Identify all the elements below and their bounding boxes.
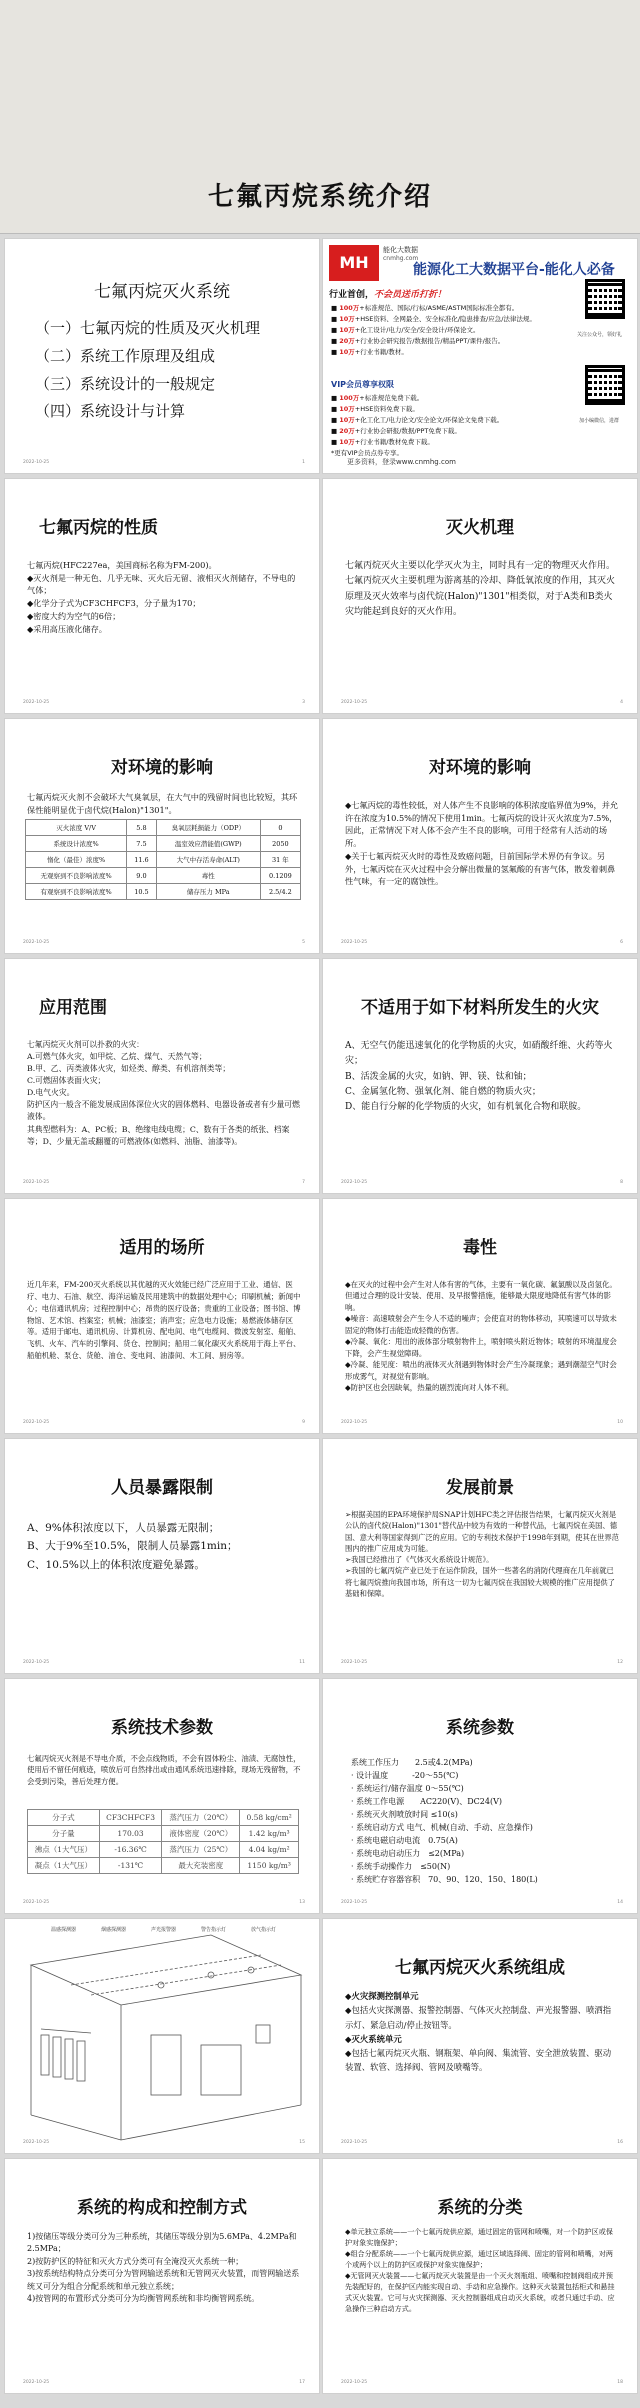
list-item: ■ 10万+化工化工/电力论文/安全论文/环保论文免费下载。 bbox=[331, 416, 504, 425]
slide-number: 3 bbox=[302, 700, 305, 705]
slide-number: 14 bbox=[617, 1900, 623, 1905]
body-line: ◆在灭火的过程中会产生对人体有害的气体，主要有一氧化碳、氟氯酸以及卤氢化。但通过合理的设计安装、使用、及早报警措施，能够最大限度地降低有害气体的影响。 bbox=[345, 1280, 617, 1312]
slide-date: 2022-10-25 bbox=[341, 2380, 368, 2385]
diagram-label: 温感探测器 bbox=[51, 1927, 77, 1933]
table-row bbox=[28, 1810, 299, 1826]
body-line: 3)按系统结构特点分类可分为管网输送系统和无管网灭火装置，而管网输送系统又可分为组合分配系统和单元独立系统； bbox=[27, 2269, 300, 2291]
slide-date: 2022-10-25 bbox=[23, 1660, 50, 1665]
slide-tech-params bbox=[4, 1678, 320, 1914]
body-line: C、金属氢化物、强氧化剂、能自燃的物质火灾； bbox=[345, 1086, 541, 1097]
body-line: ◆化学分子式为CF3CHFCF3，分子量为170； bbox=[27, 598, 201, 609]
slide-toxicity bbox=[322, 1198, 638, 1434]
param-list bbox=[351, 1757, 538, 1887]
param-line: · 设计温度 -20～55(℃) bbox=[351, 1770, 459, 1780]
slide-title: 七氟丙烷的性质 bbox=[39, 518, 158, 538]
toc-list bbox=[35, 315, 260, 426]
body-line: ◆冷凝、氧化：甩出的液体部分喷射物件上，喷射喷头附近物体；喷射的环境温度会下降，会产生视觉障碍。 bbox=[345, 1337, 617, 1358]
table-cell: 分子量 bbox=[28, 1826, 100, 1842]
ad-text: +行业书籍/教材免费下载。 bbox=[354, 438, 434, 447]
slide-system-params bbox=[322, 1678, 638, 1914]
slide-number: 17 bbox=[299, 2380, 305, 2385]
slide-body bbox=[345, 1989, 619, 2075]
slide-body bbox=[345, 2227, 619, 2315]
slide-body bbox=[345, 799, 619, 888]
table-cell: 9.0 bbox=[127, 868, 157, 884]
ad-hl: 10万 bbox=[339, 315, 355, 324]
slide-date: 2022-10-25 bbox=[341, 1420, 368, 1425]
slide-system-diagram bbox=[4, 1918, 320, 2154]
table-cell: 1150 kg/m³ bbox=[240, 1858, 299, 1874]
slide-number: 9 bbox=[302, 1420, 305, 1425]
body-line: ◆关于七氟丙烷灭火时的毒性及致癌问题，目前国际学术界仍有争议。另外，七氟丙烷在灭火过程中会分解出微量的氢氟酸的有害气体，散发着刺鼻性气味，有一定的腐蚀性。 bbox=[345, 850, 616, 887]
slide-not-applicable bbox=[322, 958, 638, 1194]
slide-number: 11 bbox=[299, 1660, 305, 1665]
table-cell: 0.1209 bbox=[260, 868, 300, 884]
ad-text: +行业书籍/教材。 bbox=[354, 348, 408, 357]
body-line: ◆无管网灭火装置——七氟丙烷灭火装置是由一个灭火剂瓶组、喷嘴和控制阀组成并预先装配好的，在保护区内能实现自动、手动和应急操作。这种灭火装置包括柜式和悬挂式灭火装置。它可与火灾探测器、灭火控制器组成自动灭火系统，或者只通过手动、应急操作三种启动方式。 bbox=[345, 2270, 615, 2313]
slide-number: 5 bbox=[302, 940, 305, 945]
slide-number: 10 bbox=[617, 1420, 623, 1425]
slide-number: 7 bbox=[302, 1180, 305, 1185]
table-cell: 7.5 bbox=[127, 836, 157, 852]
param-line: · 系统工作电源 AC220(V)、DC24(V) bbox=[351, 1796, 503, 1806]
slide-title: 七氟丙烷灭火系统组成 bbox=[395, 1958, 565, 1978]
body-line: ➢我国已经推出了《气体灭火系统设计规范》。 bbox=[345, 1555, 494, 1565]
body-line: ➢我国的七氟丙烷产业已处于在运作阶段，国外一些著名的消防代理商在几年前就已将七氟丙烷推向我国市场，所有这一切为七氟丙烷在我国较大规模的推广应用提供了基础和保障。 bbox=[345, 1566, 615, 1599]
body-line: ◆密度大约为空气的6倍； bbox=[27, 610, 121, 621]
slide-date: 2022-10-25 bbox=[341, 1900, 368, 1905]
table-row bbox=[28, 1858, 299, 1874]
body-line: 七氟丙烷(HFC227ea，美国商标名称为FM-200)。 bbox=[27, 560, 217, 570]
body-line: ◆包括火灾探测器、报警控制器、气体灭火控制盘、声光报警器、喷洒指示灯、紧急启动/停止按钮等。 bbox=[345, 2005, 612, 2030]
ad-hl: 100万 bbox=[339, 304, 360, 312]
slide-date: 2022-10-25 bbox=[23, 1900, 50, 1905]
slide-mechanism bbox=[322, 478, 638, 714]
system-diagram bbox=[11, 1925, 315, 2145]
slide-places bbox=[4, 1198, 320, 1434]
table-cell: 惰化（最佳）浓度% bbox=[26, 852, 127, 868]
table-cell: 大气中存活寿命(ALT) bbox=[156, 852, 260, 868]
slide-body bbox=[345, 1279, 619, 1394]
table-cell: 沸点（1大气压） bbox=[28, 1842, 100, 1858]
table-row bbox=[26, 852, 301, 868]
slide-number: 16 bbox=[617, 2140, 623, 2145]
table-cell: -16.36℃ bbox=[99, 1842, 162, 1858]
slide-development bbox=[322, 1438, 638, 1674]
slide-title: 系统技术参数 bbox=[111, 1718, 213, 1738]
table-cell: 11.6 bbox=[127, 852, 157, 868]
param-line: · 系统手动操作力 ≤50(N) bbox=[351, 1861, 451, 1871]
ad-sub-prefix: 行业首创， bbox=[329, 290, 375, 300]
body-line: ◆单元独立系统——一个七氟丙烷供应源，通过固定的管网和喷嘴，对一个防护区或保护对象实施保护； bbox=[345, 2227, 613, 2247]
slide-nature bbox=[4, 478, 320, 714]
table-cell: 系统设计浓度% bbox=[26, 836, 127, 852]
table-cell: 液体密度（20℃） bbox=[162, 1826, 240, 1842]
table-cell: 0.58 kg/cm² bbox=[240, 1810, 299, 1826]
table-cell: 31 年 bbox=[260, 852, 300, 868]
slide-date: 2022-10-25 bbox=[341, 1180, 368, 1185]
table-cell: 2050 bbox=[260, 836, 300, 852]
param-line: · 系统贮存容器容积 70、90、120、150、180(L) bbox=[351, 1874, 538, 1884]
diagram-label: 声光报警器 bbox=[151, 1927, 177, 1933]
slide-body bbox=[27, 1519, 301, 1574]
table-row bbox=[26, 868, 301, 884]
slide-number: 15 bbox=[299, 2140, 305, 2145]
group-head: ◆火灾探测控制单元 bbox=[345, 1991, 419, 2001]
table-cell: 有观察到不良影响浓度% bbox=[26, 884, 127, 900]
table-cell: 毒性 bbox=[156, 868, 260, 884]
slide-date: 2022-10-25 bbox=[23, 940, 50, 945]
slide-title: 应用范围 bbox=[39, 998, 107, 1018]
slide-date: 2022-10-25 bbox=[341, 2140, 368, 2145]
diagram-label: 放气指示灯 bbox=[251, 1927, 277, 1933]
table-cell: 凝点（1大气压） bbox=[28, 1858, 100, 1874]
slide-composition bbox=[322, 1918, 638, 2154]
slide-exposure bbox=[4, 1438, 320, 1674]
slide-classification bbox=[322, 2158, 638, 2394]
slide-number: 1 bbox=[302, 460, 305, 465]
table-cell: 5.8 bbox=[127, 820, 157, 836]
body-line: ◆组合分配系统——一个七氟丙烷供应源，通过区域选择阀、固定的管网和喷嘴，对两个或两个以上的防护区或保护对象实施保护； bbox=[345, 2248, 613, 2269]
body-line: 防护区内一般含不能发展成固体深位火灾的固体燃料、电器设备或者有少量可燃液体。 bbox=[27, 1100, 300, 1122]
list-item: ■ 20万+行业协会研报/数据/PPT免费下载。 bbox=[331, 427, 461, 436]
table-cell: 2.5/4.2 bbox=[260, 884, 300, 900]
slide-title: 灭火机理 bbox=[446, 518, 514, 538]
body-line: B、活泼金属的火灾，如钠、钾、镁、钛和铀； bbox=[345, 1071, 532, 1082]
table-cell: 最大充装密度 bbox=[162, 1858, 240, 1874]
qr-code-icon bbox=[585, 279, 625, 319]
toc-item: （一）七氟丙烷的性质及灭火机理 bbox=[35, 319, 261, 337]
table-cell: 分子式 bbox=[28, 1810, 100, 1826]
table-cell: 0 bbox=[260, 820, 300, 836]
body-line: ➢根据美国的EPA环境保护局SNAP计划HFC类之评估报告结果，七氟丙烷灭火剂是公认的卤代烷(Halon)"1301"替代品中较为有效的一种替代品，七氟丙烷在美国、德国、意大利等国家得到广泛的应用。它的专利技术保护于1998年到期，使其在世界范围内的推广应用成为可能。 bbox=[345, 1510, 619, 1553]
qr-caption: 加小编微信，进群 bbox=[579, 418, 620, 424]
table-row bbox=[28, 1842, 299, 1858]
body-text: 七氟丙烷灭火剂是不导电介质，不会点线物质，不会有固体粉尘、油渍、无腐蚀性，使用后不留任何痕迹，喷放后可自然排出或由通风系统迅速排除，现场无残留物，不会受到污染，善后处理方便。 bbox=[27, 1754, 301, 1786]
slide-number: 18 bbox=[617, 2380, 623, 2385]
slide-title: 发展前景 bbox=[446, 1478, 514, 1498]
table-cell: 170.03 bbox=[99, 1826, 162, 1842]
ad-text: +HSE资料免费下载。 bbox=[354, 405, 419, 414]
body-line: D、能自行分解的化学物质的火灾，如有机氧化合物和联胺。 bbox=[345, 1102, 587, 1113]
list-item: ■ 100万+标准规范免费下载。 bbox=[331, 394, 424, 402]
body-text: 近几年来，FM-200灭火系统以其优越的灭火效能已经广泛应用于工业、通信、医疗、电力、石油、航空、海洋运输及民用建筑中的数据处理中心；印刷机械；新闻中心；电信通讯机房；过程控制中心；昂贵的医疗设备；贵重的工业设备；图书馆、博物馆、艺术馆、档案室；机械；油漆室；消声室；应急电力设施；易燃液体储存区等。适用于邮电、通讯机房、计算机房、配电间、电气电缆间、微波发射室、船舶、飞机、火车、汽车的引擎间、货仓、控制间；船用二氧化碳灭火系统用于海上平台、船舶机舱、泵仓、货舱、油仓、变电间、油漆间、木工间、厨房等。 bbox=[27, 1280, 301, 1361]
slide-body bbox=[27, 1039, 301, 1148]
toc-item: （四）系统设计与计算 bbox=[35, 402, 186, 421]
body-line: ◆包括七氟丙烷灭火瓶、钢瓶架、单向阀、集流管、安全泄放装置、驱动装置、软管、选择阀、管网及喷嘴等。 bbox=[345, 2048, 612, 2073]
qr-code-icon bbox=[585, 365, 625, 405]
body-line: C、10.5%以上的体积浓度避免暴露。 bbox=[27, 1558, 205, 1571]
brand-logo: MH bbox=[329, 245, 379, 281]
table-cell: 蒸汽压力（20℃） bbox=[162, 1810, 240, 1826]
slide-date: 2022-10-25 bbox=[341, 940, 368, 945]
ad-text: +化工化工/电力论文/安全论文/环保论文免费下载。 bbox=[354, 416, 504, 425]
param-line: 系统工作压力 2.5或4.2(MPa) bbox=[351, 1758, 473, 1767]
param-line: · 系统电磁启动电流 0.75(A) bbox=[351, 1835, 458, 1845]
slide-number: 13 bbox=[299, 1900, 305, 1905]
slide-control bbox=[4, 2158, 320, 2394]
param-line: · 系统电动启动压力 ≤2(MPa) bbox=[351, 1848, 465, 1858]
body-line: 其典型燃料为：A、PC板；B、绝缘电线电缆；C、数有于各类的纸张、档案等；D、少量无盖或翻覆的可燃液体(如燃料、油脂、油漆等)。 bbox=[27, 1124, 290, 1146]
slide-number: 12 bbox=[617, 1660, 623, 1665]
table-cell: 温室效应潜能值(GWP) bbox=[156, 836, 260, 852]
slide-date: 2022-10-25 bbox=[23, 700, 50, 705]
list-item: ■ 100万+标准规范、国际/行标/ASME/ASTM国际标准全都有。 bbox=[331, 304, 519, 312]
slide-environment-1 bbox=[4, 718, 320, 954]
slide-date: 2022-10-25 bbox=[23, 1420, 50, 1425]
ad-sub-highlight: 不会员送币打折！ bbox=[374, 290, 447, 300]
body-line: 1)按储压等级分类可分为三种系统，其储压等级分别为5.6MPa、4.2MPa和2.5MPa； bbox=[27, 2232, 297, 2254]
slide-title: 人员暴露限制 bbox=[111, 1478, 213, 1498]
vip-list bbox=[331, 393, 571, 459]
table-cell: 臭氧层耗损能力（ODP） bbox=[156, 820, 260, 836]
document-title: 七氟丙烷系统介绍 bbox=[207, 182, 432, 212]
body-line: B、大于9%至10.5%，限制人员暴露1min； bbox=[27, 1540, 238, 1553]
ad-hl: 100万 bbox=[339, 394, 360, 402]
param-line: · 系统启动方式 电气、机械(自动、手动、应急操作) bbox=[351, 1822, 533, 1832]
slide-toc bbox=[4, 238, 320, 474]
slide-body bbox=[345, 1509, 619, 1599]
toc-item: （二）系统工作原理及组成 bbox=[35, 346, 216, 365]
slide-body bbox=[27, 1279, 301, 1362]
body-line: D.电气火灾。 bbox=[27, 1088, 75, 1098]
body-line: ◆采用高压液化储存。 bbox=[27, 623, 107, 634]
slide-number: 4 bbox=[620, 700, 623, 705]
body-text: 七氟丙烷灭火主要以化学灭火为主，同时具有一定的物理灭火作用。七氟丙烷灭火主要机理为游离基的冷却、降低氧浓度的作用，其灭火原理及灭火效率与卤代烷(Halon)"1301"相类似，对于A类和B类火灾均能起到良好的灭火作用。 bbox=[345, 561, 616, 617]
slide-title: 对环境的影响 bbox=[429, 758, 531, 778]
ad-more-link[interactable]: 更多资料，登录www.cnmhg.com bbox=[347, 458, 456, 466]
slide-number: 8 bbox=[620, 1180, 623, 1185]
table-row bbox=[26, 836, 301, 852]
ad-feature-list bbox=[331, 303, 571, 358]
table-cell: 储存压力 MPa bbox=[156, 884, 260, 900]
table-cell: CF3CHFCF3 bbox=[99, 1810, 162, 1826]
toc-item: （三）系统设计的一般规定 bbox=[35, 374, 216, 393]
param-line: · 系统灭火剂喷放时间 ≤10(s) bbox=[351, 1809, 458, 1819]
ad-hl: 10万 bbox=[339, 438, 355, 447]
table-cell: 4.04 kg/m² bbox=[240, 1842, 299, 1858]
body-line: C.可燃固体表面火灾； bbox=[27, 1076, 106, 1086]
body-line: ◆冷凝、能见度：喷出的液体灭火剂遇到物体时会产生冷凝现象；遇到潮湿空气时会形成雾气，对视觉有影响。 bbox=[345, 1360, 617, 1381]
list-item: ■ 10万+HSE资料、全网最全、安全标准化/隐患排查/应急/法律法规。 bbox=[331, 315, 536, 324]
slide-body bbox=[345, 559, 619, 620]
slide-scope bbox=[4, 958, 320, 1194]
ad-headline: 能源化工大数据平台-能化人必备 bbox=[413, 262, 615, 278]
slide-body bbox=[27, 2231, 301, 2305]
table-cell: 蒸汽压力（25℃） bbox=[162, 1842, 240, 1858]
list-item: *更有VIP会员点券专享。 bbox=[331, 449, 404, 458]
brand-name: 能化大数据 bbox=[383, 246, 418, 254]
table-cell: 10.5 bbox=[127, 884, 157, 900]
table-row bbox=[26, 820, 301, 836]
body-line: ◆噪音：高速喷射会产生令人不适的噪声；会使直对的物体移动，其喷速可以导致未固定的物体打击能造成轻微的伤害。 bbox=[345, 1314, 617, 1335]
ad-text: +行业协会研究报告/数据报告/精品PPT/课件/报告。 bbox=[354, 337, 505, 346]
diagram-label: 烟感探测器 bbox=[101, 1927, 127, 1933]
tech-param-table bbox=[27, 1809, 299, 1874]
slide-environment-2 bbox=[322, 718, 638, 954]
slide-body bbox=[27, 1753, 301, 1787]
slide-advert bbox=[322, 238, 638, 474]
list-item: ■ 10万+化工设计/电力/安全/安全设计/环保论文。 bbox=[331, 326, 480, 335]
slide-title: 毒性 bbox=[463, 1238, 497, 1258]
param-line: · 系统运行/储存温度 0～55(℃) bbox=[351, 1783, 464, 1793]
body-line: A.可燃气体火灾，如甲烷、乙烷、煤气、天然气等； bbox=[27, 1052, 207, 1062]
table-cell: 无观察到不良影响浓度% bbox=[26, 868, 127, 884]
slide-title: 不适用于如下材料所发生的火灾 bbox=[361, 998, 599, 1018]
diagram-label: 警告指示灯 bbox=[201, 1927, 227, 1933]
body-text: 七氟丙烷灭火剂不会破坏大气臭氧层，在大气中的残留时间也比较短，其环保性能明显优于卤代烷(Halon)"1301"。 bbox=[27, 792, 298, 815]
ad-text: +标准规范、国际/行标/ASME/ASTM国际标准全都有。 bbox=[359, 304, 519, 312]
body-line: B.甲、乙、丙类液体火灾，如烃类、醇类、有机溶剂类等； bbox=[27, 1064, 231, 1074]
ad-text: +标准规范免费下载。 bbox=[359, 394, 424, 402]
list-item: ■ 20万+行业协会研究报告/数据报告/精品PPT/课件/报告。 bbox=[331, 337, 505, 346]
slide-date: 2022-10-25 bbox=[23, 1180, 50, 1185]
body-line: ◆灭火剂是一种无色、几乎无味、灭火后无留、液相灭火剂储存，不导电的气体； bbox=[27, 572, 296, 596]
table-row bbox=[28, 1826, 299, 1842]
list-item: ■ 10万+HSE资料免费下载。 bbox=[331, 405, 419, 414]
table-cell: 灭火浓度 V/V bbox=[26, 820, 127, 836]
qr-caption: 关注公众号，领好礼 bbox=[577, 332, 623, 338]
body-line: ◆七氟丙烷的毒性较低，对人体产生不良影响的体积浓度临界值为9%，并允许在浓度为10.5%的情况下使用1min。七氟丙烷的设计灭火浓度为7.5%，因此，正常情况下对人体不会产生不良的影响，可用于经常有人活动的场所。 bbox=[345, 800, 619, 849]
table-row bbox=[26, 884, 301, 900]
slide-body bbox=[345, 1039, 619, 1115]
ad-hl: 10万 bbox=[339, 405, 355, 414]
slide-date: 2022-10-25 bbox=[23, 2380, 50, 2385]
group-head: ◆灭火系统单元 bbox=[345, 2033, 402, 2044]
body-line: A、无空气仍能迅速氧化的化学物质的火灾，如硝酸纤维、火药等火灾； bbox=[345, 1041, 613, 1067]
ad-text: +行业协会研报/数据/PPT免费下载。 bbox=[354, 427, 461, 436]
body-line: 2)按防护区的特征和灭火方式分类可有全淹没灭火系统一种； bbox=[27, 2256, 244, 2266]
brand-url: cnmhg.com bbox=[383, 255, 419, 262]
list-item: ■ 10万+行业书籍/教材。 bbox=[331, 348, 408, 357]
slide-date: 2022-10-25 bbox=[341, 1660, 368, 1665]
vip-title: VIP会员尊享权限 bbox=[331, 380, 395, 389]
slide-title: 对环境的影响 bbox=[111, 758, 213, 778]
ad-hl: 20万 bbox=[339, 337, 355, 346]
ad-hl: 10万 bbox=[339, 348, 355, 357]
ad-subline bbox=[329, 287, 446, 300]
body-line: A、9%体积浓度以下，人员暴露无限制； bbox=[27, 1522, 220, 1534]
body-line: 4)按管网的布置形式分类可分为均衡管网系统和非均衡管网系统。 bbox=[27, 2293, 260, 2303]
cover-band bbox=[0, 0, 640, 234]
slide-date: 2022-10-25 bbox=[341, 700, 368, 705]
ad-hl: 10万 bbox=[339, 326, 355, 335]
body-line: ◆防护区也会因缺氧，热量的剧烈流向对人体不利。 bbox=[345, 1383, 514, 1393]
slide-body bbox=[27, 791, 301, 816]
slide-number: 6 bbox=[620, 940, 623, 945]
property-table bbox=[25, 819, 301, 900]
ad-hl: 20万 bbox=[339, 427, 355, 436]
table-cell: -131℃ bbox=[99, 1858, 162, 1874]
slide-title: 系统的分类 bbox=[437, 2198, 523, 2218]
slide-date: 2022-10-25 bbox=[23, 2140, 50, 2145]
ad-hl: 10万 bbox=[339, 416, 355, 425]
slide-title: 七氟丙烷灭火系统 bbox=[94, 282, 230, 302]
slide-body bbox=[27, 559, 301, 635]
slide-title: 系统参数 bbox=[446, 1718, 514, 1738]
body-line: 七氟丙烷灭火剂可以扑救的火灾： bbox=[27, 1040, 144, 1049]
slide-date: 2022-10-25 bbox=[23, 460, 50, 465]
list-item: ■ 10万+行业书籍/教材免费下载。 bbox=[331, 438, 434, 447]
slide-title: 系统的构成和控制方式 bbox=[77, 2198, 247, 2218]
ad-text: +HSE资料、全网最全、安全标准化/隐患排查/应急/法律法规。 bbox=[354, 315, 536, 324]
slide-title: 适用的场所 bbox=[119, 1238, 205, 1258]
ad-text: +化工设计/电力/安全/安全设计/环保论文。 bbox=[354, 326, 480, 335]
table-cell: 1.42 kg/m³ bbox=[240, 1826, 299, 1842]
